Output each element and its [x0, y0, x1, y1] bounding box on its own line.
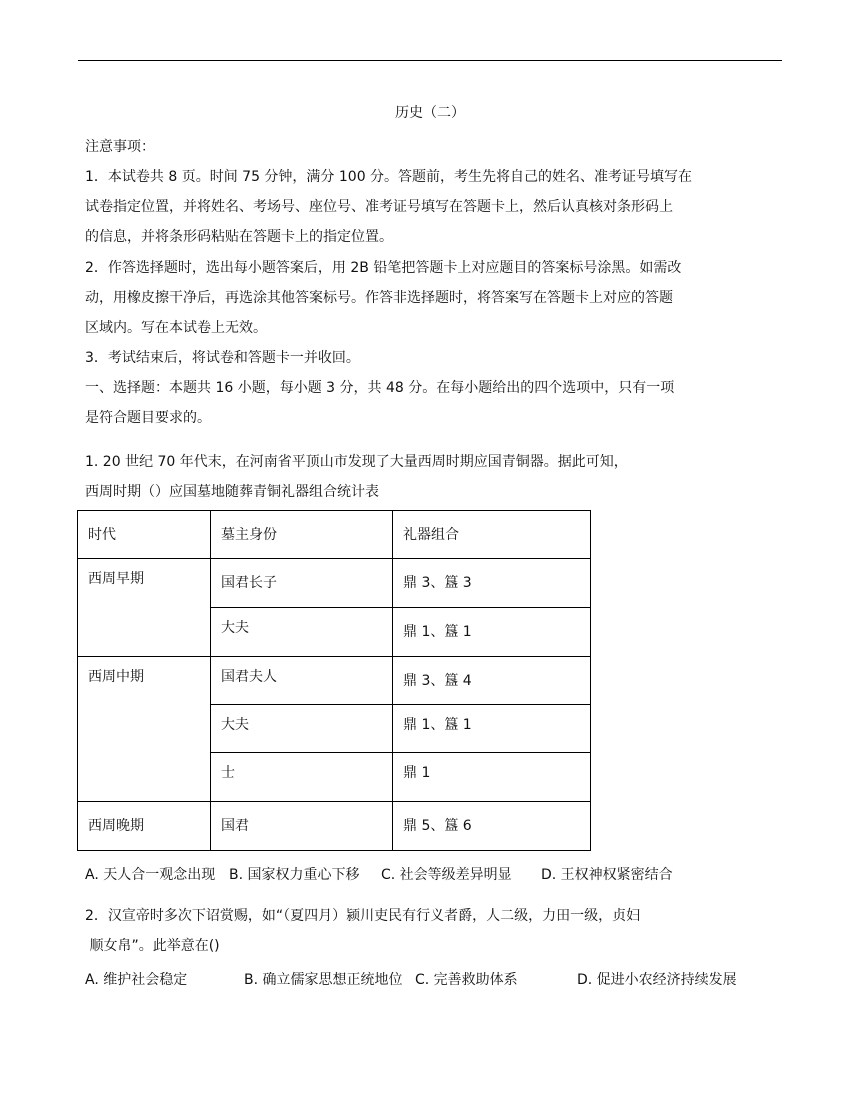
- notice-line: 区域内。写在本试卷上无效。: [85, 320, 267, 336]
- notice-line: 的信息，并将条形码粘贴在答题卡上的指定位置。: [85, 229, 393, 245]
- table-caption: 西周时期（）应国墓地随葬青铜礼器组合统计表: [85, 484, 379, 500]
- ritual-cell: 鼎 3、簋 4: [393, 657, 591, 705]
- page-title: 历史（二）: [395, 105, 465, 121]
- notice-line: 试卷指定位置，并将姓名、考场号、座位号、准考证号填写在答题卡上，然后认真核对条形码上: [85, 199, 673, 215]
- q2-stem: 2．汉宣帝时多次下诏赏赐，如“（夏四月）颍川吏民有行义者爵，人二级，力田一级，贞妇: [85, 908, 641, 924]
- q1-option-a: A. 天人合一观念出现: [85, 867, 216, 883]
- q2-option-c: C. 完善救助体系: [415, 972, 518, 988]
- notice-line: 2．作答选择题时，选出每小题答案后，用 2B 铅笔把答题卡上对应题目的答案标号涂黑。如需改: [85, 260, 682, 276]
- notice-line: 1．本试卷共 8 页。时间 75 分钟，满分 100 分。答题前，考生先将自己的姓名、准考证号填写在: [85, 169, 693, 185]
- q2-option-b: B. 确立儒家思想正统地位: [244, 972, 403, 988]
- period-cell: 西周中期: [78, 657, 211, 802]
- ritual-cell: 鼎 1、簋 1: [393, 705, 591, 753]
- notice-line: 3．考试结束后，将试卷和答题卡一并收回。: [85, 350, 360, 366]
- ritual-cell: 鼎 5、簋 6: [393, 802, 591, 851]
- section-instruction: 是符合题目要求的。: [85, 410, 211, 426]
- ritual-cell: 鼎 1、簋 1: [393, 608, 591, 657]
- q1-option-c: C. 社会等级差异明显: [381, 867, 512, 883]
- table-row: [78, 802, 591, 851]
- q2-option-d: D. 促进小农经济持续发展: [577, 972, 737, 988]
- table-header-cell: 时代: [78, 511, 211, 559]
- table-header-cell: 墓主身份: [211, 511, 393, 559]
- q1-stem: 1. 20 世纪 70 年代末，在河南省平顶山市发现了大量西周时期应国青铜器。据此可知，: [85, 454, 628, 470]
- notice-line: 动，用橡皮擦干净后，再选涂其他答案标号。作答非选择题时，将答案写在答题卡上对应的答题: [85, 290, 673, 306]
- q1-option-d: D. 王权神权紧密结合: [541, 867, 673, 883]
- identity-cell: 国君长子: [211, 559, 393, 608]
- table-row: [78, 559, 591, 608]
- period-cell: 西周早期: [78, 559, 211, 657]
- ritual-cell: 鼎 1: [393, 753, 591, 802]
- ritual-vessel-table: [77, 510, 591, 851]
- identity-cell: 士: [211, 753, 393, 802]
- header-rule: [78, 60, 782, 61]
- table-header-row: [78, 511, 591, 559]
- ritual-cell: 鼎 3、簋 3: [393, 559, 591, 608]
- identity-cell: 大夫: [211, 608, 393, 657]
- notice-heading: 注意事项：: [85, 139, 155, 155]
- q1-option-b: B. 国家权力重心下移: [229, 867, 360, 883]
- identity-cell: 国君: [211, 802, 393, 851]
- q2-option-a: A. 维护社会稳定: [85, 972, 188, 988]
- identity-cell: 大夫: [211, 705, 393, 753]
- table-row: [78, 657, 591, 705]
- q2-stem: 顺女帛”。此举意在(): [85, 938, 220, 954]
- section-instruction: 一、选择题：本题共 16 小题，每小题 3 分，共 48 分。在每小题给出的四个选项中，只有一项: [85, 380, 675, 396]
- identity-cell: 国君夫人: [211, 657, 393, 705]
- period-cell: 西周晚期: [78, 802, 211, 851]
- table-header-cell: 礼器组合: [393, 511, 591, 559]
